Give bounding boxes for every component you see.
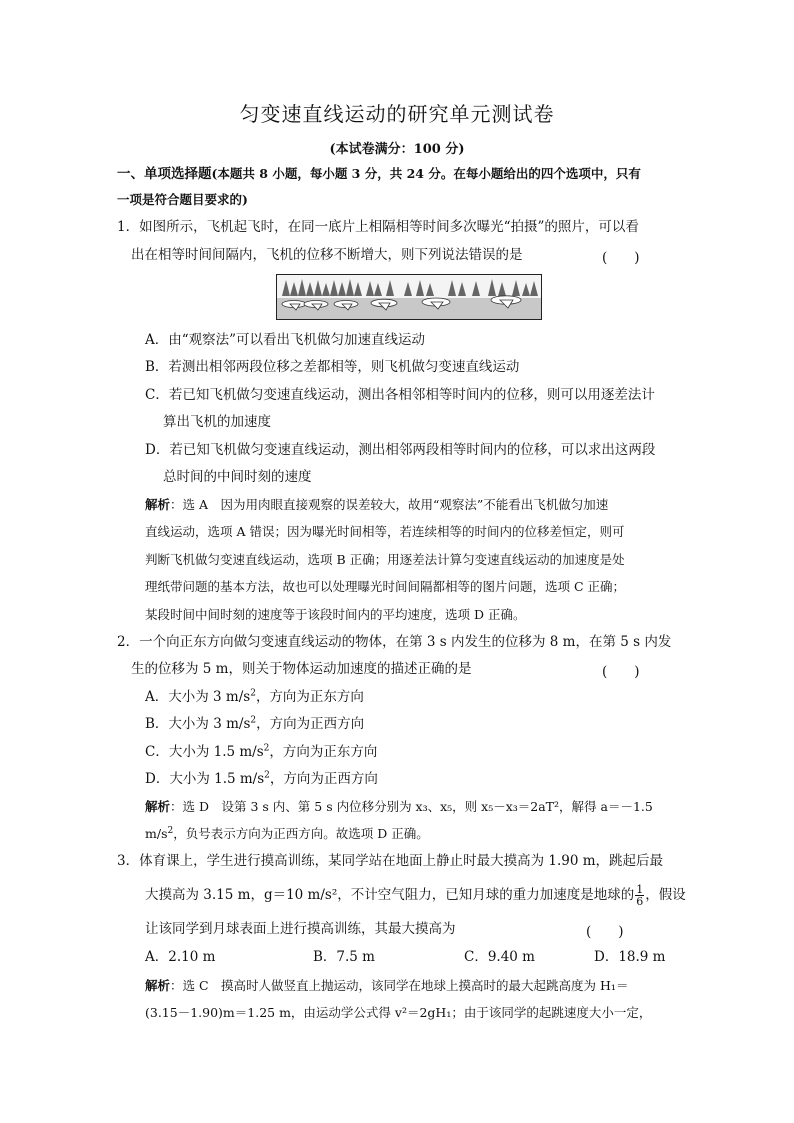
- q2-solution-conclusion: ，负号表示方向为正西方向。故选项 D 正确。: [173, 826, 429, 841]
- q2-option-c-exponent: 2: [263, 743, 270, 754]
- q1-solution-line2: 直线运动，选项 A 错误；因为曝光时间相等，若连续相等的时间内的位移差恒定，则可: [145, 524, 625, 539]
- q2-option-a: [145, 688, 364, 706]
- q3-option-b: B．7.5 m: [313, 949, 375, 965]
- score-note: (本试卷满分：100 分): [329, 142, 465, 157]
- q1-answer-paren: ( ): [602, 250, 640, 266]
- q1-solution-text: ：选 A 因为用肉眼直接观察的误差较大，故用“观察法”不能看出飞机做匀加速: [170, 497, 609, 512]
- q3-fraction-denominator: 6: [636, 895, 644, 908]
- q2-option-d-exponent: 2: [264, 770, 270, 781]
- q2-option-c-direction: ，方向为正东方向: [269, 744, 378, 760]
- section-instructions: (本题共 8 小题，每小题 3 分，共 24 分。在每小题给出的四个选项中，只有: [211, 166, 641, 181]
- q3-option-c: C．9.40 m: [464, 949, 535, 965]
- q1-option-c: C．若已知飞机做匀变速直线运动，测出各相邻相等时间内的位移，则可以用逐差法计: [145, 387, 655, 403]
- q2-solution-exponent: 2: [167, 825, 174, 836]
- section-instructions-cont: 一项是符合题目要求的): [117, 192, 248, 207]
- section-heading: [117, 165, 641, 183]
- q2-option-c: [145, 743, 377, 761]
- q2-option-d: [145, 770, 378, 788]
- q3-stem-text: 大摸高为 3.15 m，g＝10 m/s²，不计空气阻力，已知月球的重力加速度是地球的: [145, 887, 635, 903]
- q3-stem: 3．体育课上，学生进行摸高训练，某同学站在地面上静止时最大摸高为 1.90 m，跳起后最: [117, 853, 664, 869]
- q2-option-c-value: C．大小为 1.5 m/s: [145, 744, 264, 760]
- q2-option-b-exponent: 2: [250, 715, 257, 726]
- q1-solution: [145, 496, 608, 514]
- page-title: 匀变速直线运动的研究单元测试卷: [239, 102, 555, 126]
- q1-option-d-cont: 总时间的中间时刻的速度: [163, 469, 312, 485]
- q3-solution-text: ：选 C 摸高时人做竖直上抛运动，该同学在地球上摸高时的最大起跳高度为 H₁＝: [170, 978, 629, 993]
- q1-stem: 1．如图所示，飞机起飞时，在同一底片上相隔相等时间多次曝光“拍摄”的照片，可以看: [117, 219, 639, 235]
- q3-stem-cont2: 让该同学到月球表面上进行摸高训练，其最大摸高为: [145, 921, 456, 937]
- q2-option-d-value: D．大小为 1.5 m/s: [145, 771, 265, 787]
- q3-solution-label: 解析: [145, 978, 171, 993]
- q2-stem: 2．一个向正东方向做匀变速直线运动的物体，在第 3 s 内发生的位移为 8 m，在第 5 s 内发: [117, 634, 672, 650]
- q2-solution-unit: m/s: [145, 826, 168, 841]
- q2-solution-label: 解析: [145, 799, 171, 814]
- q1-option-b: B．若测出相邻两段位移之差都相等，则飞机做匀变速直线运动: [145, 359, 520, 375]
- q3-option-d: D．18.9 m: [594, 949, 666, 965]
- q2-option-b-value: B．大小为 3 m/s: [145, 716, 251, 732]
- q1-solution-label: 解析: [145, 497, 171, 512]
- q3-solution-line2: (3.15－1.90)m＝1.25 m，由运动学公式得 v²＝2gH₁；由于该同学的起跳速度大小一定，: [145, 1005, 652, 1020]
- q3-fraction: [635, 884, 644, 907]
- q2-answer-paren: ( ): [602, 664, 640, 680]
- q2-option-b-direction: ，方向为正西方向: [256, 716, 365, 732]
- q1-option-c-cont: 算出飞机的加速度: [163, 414, 271, 430]
- q1-solution-line4: 理纸带问题的基本方法，故也可以处理曝光时间间隔都相等的图片问题，选项 C 正确；: [145, 579, 626, 594]
- q3-stem-cont: [145, 884, 686, 907]
- q2-option-d-direction: ，方向为正西方向: [269, 771, 378, 787]
- q1-solution-line3: 判断飞机做匀变速直线运动，选项 B 正确；用逐差法计算匀变速直线运动的加速度是处: [145, 552, 625, 567]
- q1-stem-cont: 出在相等时间间隔内，飞机的位移不断增大，则下列说法错误的是: [131, 247, 523, 263]
- q1-option-d: D．若已知飞机做匀变速直线运动，测出相邻两段相等时间内的位移，可以求出这两段: [145, 442, 656, 458]
- q2-option-a-value: A．大小为 3 m/s: [145, 689, 251, 705]
- q2-stem-cont: 生的位移为 5 m，则关于物体运动加速度的描述正确的是: [131, 661, 472, 677]
- section-title: 一、单项选择题: [117, 166, 212, 182]
- airplane-photo-figure: [276, 274, 542, 320]
- q2-solution-text: ：选 D 设第 3 s 内、第 5 s 内位移分别为 x₃、x₅，则 x₅－x₃＝2aT²，解得 a＝－1.5: [170, 799, 653, 814]
- q2-option-a-direction: ，方向为正东方向: [255, 689, 364, 705]
- q3-solution: [145, 977, 628, 995]
- q3-fraction-numerator: 1: [636, 883, 644, 896]
- q2-solution: [145, 798, 653, 816]
- q3-stem-suffix: ，假设: [645, 887, 686, 903]
- q1-option-a: A．由“观察法”可以看出飞机做匀加速直线运动: [145, 332, 426, 348]
- q2-option-a-exponent: 2: [250, 688, 256, 699]
- q2-option-b: [145, 715, 364, 733]
- q2-solution-line2: [145, 825, 429, 843]
- q3-answer-paren: ( ): [586, 924, 624, 940]
- q3-option-a: A．2.10 m: [145, 949, 216, 965]
- q1-solution-line5: 某段时间中间时刻的速度等于该段时间内的平均速度，选项 D 正确。: [145, 607, 526, 622]
